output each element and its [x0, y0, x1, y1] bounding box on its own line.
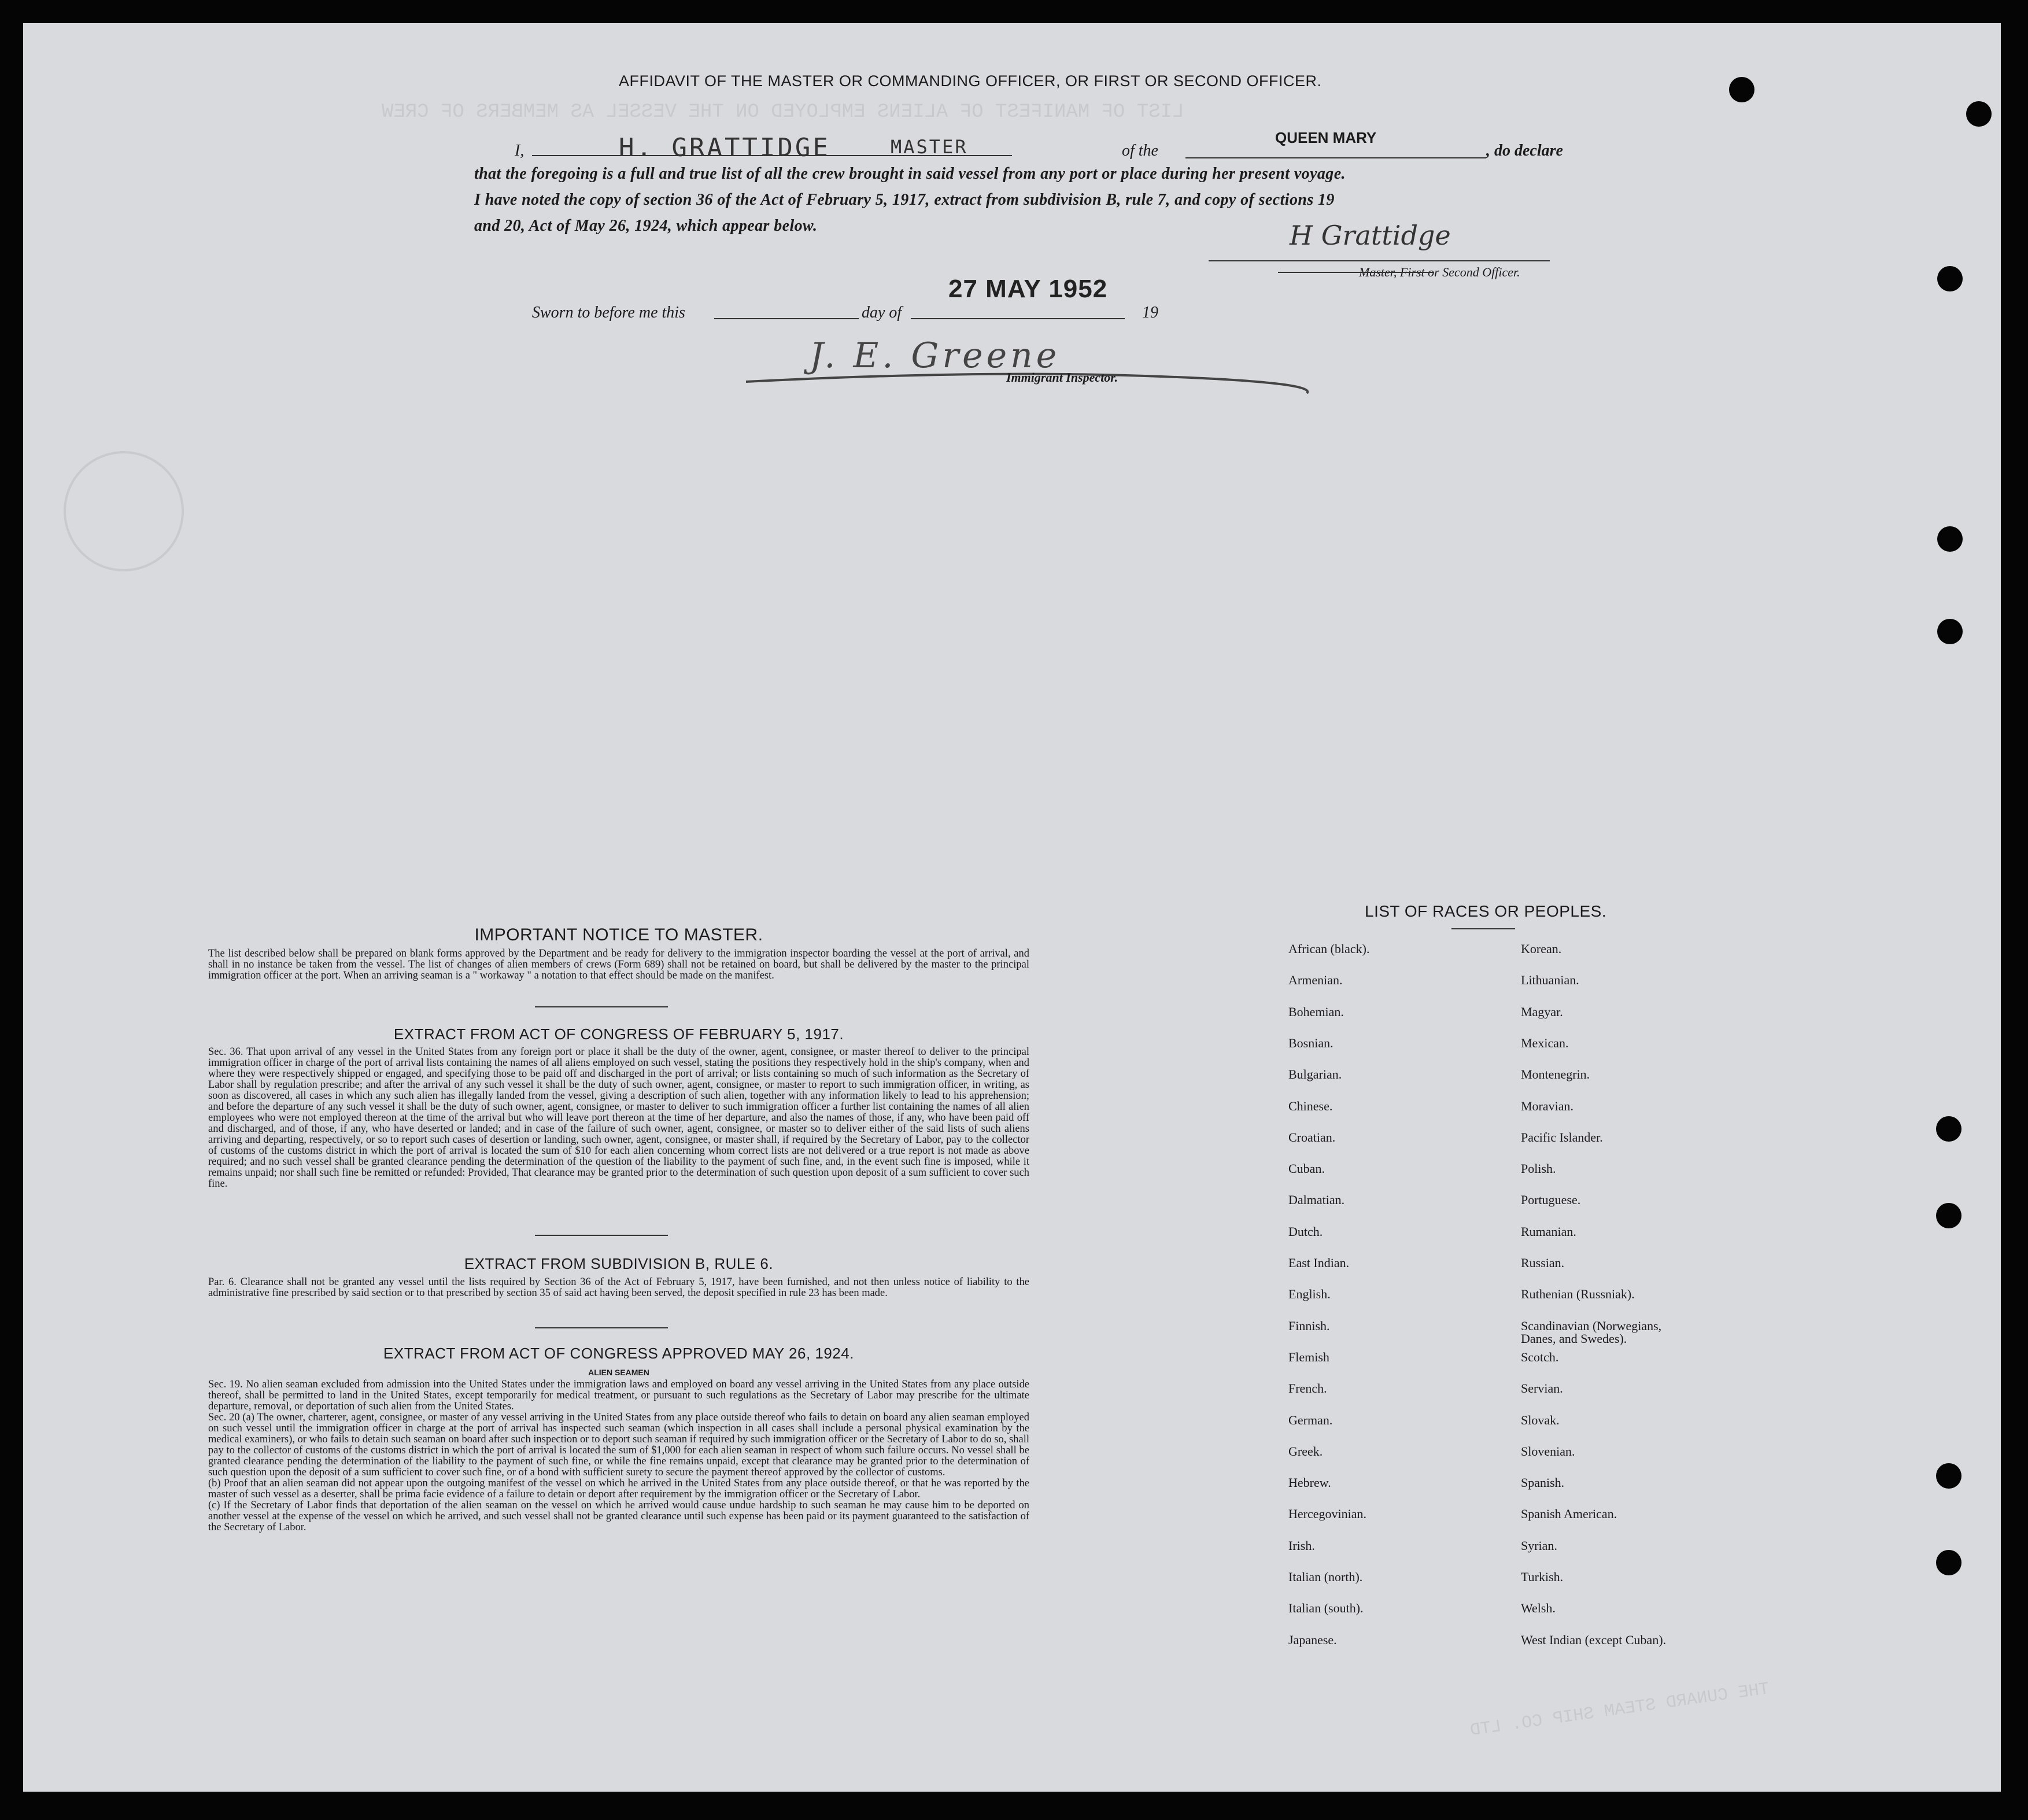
race-item: Italian (south). — [1288, 1601, 1364, 1616]
race-item: Hercegovinian. — [1288, 1507, 1366, 1522]
extract-1924-subtitle: ALIEN SEAMEN — [588, 1368, 649, 1377]
master-rank: MASTER — [891, 136, 968, 158]
race-item: Italian (north). — [1288, 1570, 1363, 1584]
race-item: Japanese. — [1288, 1632, 1337, 1647]
race-item: West Indian (except Cuban). — [1521, 1632, 1667, 1647]
extract-1917-title: EXTRACT FROM ACT OF CONGRESS OF FEBRUARY 5, 1917. — [393, 1025, 844, 1043]
race-item: English. — [1288, 1287, 1331, 1302]
race-item: Magyar. — [1521, 1004, 1563, 1019]
race-item: Pacific Islander. — [1521, 1129, 1603, 1145]
race-item: Bosnian. — [1288, 1035, 1333, 1050]
day-of-label: day of — [862, 304, 902, 322]
extract-1924-sec19: Sec. 19. No alien seaman excluded from admission into the United States under the immigration laws and employed on board any vessel arriving in the United States from any place outside thereof, shall be permitted to land in the United States, except temporarily for medical treatment, or pursuant to such regulations as the Secretary of Labor may prescribe for the ultimate departure, removal, or deportation of such alien from the United States. — [208, 1379, 1029, 1412]
race-item: Armenian. — [1288, 973, 1343, 988]
race-item: German. — [1288, 1412, 1333, 1427]
extract-1924-title: EXTRACT FROM ACT OF CONGRESS APPROVED MAY 26, 1924. — [383, 1345, 854, 1362]
race-item: Dalmatian. — [1288, 1193, 1345, 1208]
extract-1917-body — [208, 1047, 1029, 1190]
affidavit-body-line2: I have noted the copy of section 36 of the Act of February 5, 1917, extract from subdivision B, rule 7, and copy of sections 19 — [474, 191, 1335, 209]
extract-1924-sec20c: (c) If the Secretary of Labor finds that deportation of the alien seaman on the vessel on which he arrived would cause undue hardship to such seaman he may cause him to be deported on another vessel at the expense of the vessel on which he arrived, and such vessel shall not be granted clearance until such expense has been paid or its payment guaranteed to the satisfaction of the Secretary of Labor. — [208, 1500, 1029, 1533]
race-item: Dutch. — [1288, 1224, 1323, 1239]
race-item: Rumanian. — [1521, 1224, 1576, 1239]
race-item: French. — [1288, 1381, 1327, 1396]
race-item: Welsh. — [1521, 1601, 1556, 1616]
affidavit-title: AFFIDAVIT OF THE MASTER OR COMMANDING OFFICER, OR FIRST OR SECOND OFFICER. — [619, 72, 1322, 90]
rule6-divider — [535, 1327, 668, 1328]
vessel-name: QUEEN MARY — [1275, 129, 1377, 146]
rule6-title: EXTRACT FROM SUBDIVISION B, RULE 6. — [464, 1255, 774, 1272]
notice-body — [208, 948, 1029, 981]
affidavit-body-line3: and 20, Act of May 26, 1924, which appear below. — [474, 217, 818, 235]
rule6-text: Par. 6. Clearance shall not be granted any vessel until the lists required by Section 36 of the Act of February 5, 1917, have been furnished, and not then unless notice of liability to the administrative fine prescribed by said section or to that prescribed by section 35 of said act having been served, the deposit specified in rule 23 has been made. — [208, 1276, 1029, 1299]
race-item: Finnish. — [1288, 1318, 1330, 1333]
race-item: Bohemian. — [1288, 1004, 1344, 1019]
binder-hole — [1937, 619, 1963, 644]
document-sheet — [23, 23, 2001, 1792]
race-item: Russian. — [1521, 1256, 1565, 1270]
binder-hole — [1937, 266, 1963, 291]
affidavit-body-line1: that the foregoing is a full and true list of all the crew brought in said vessel from any port or place during her present voyage. — [474, 165, 1346, 183]
race-item: Slovenian. — [1521, 1444, 1575, 1459]
signature-line — [1209, 260, 1550, 261]
race-item: Mexican. — [1521, 1035, 1569, 1050]
races-title: LIST OF RACES OR PEOPLES. — [1365, 902, 1607, 920]
binder-hole — [1937, 526, 1963, 552]
race-item: Moravian. — [1521, 1098, 1574, 1113]
race-item: Ruthenian (Russniak). — [1521, 1287, 1635, 1302]
race-item: Spanish. — [1521, 1475, 1565, 1490]
binder-hole — [1936, 1550, 1961, 1575]
binder-hole — [1729, 77, 1754, 102]
race-item: Syrian. — [1521, 1538, 1557, 1553]
do-declare-label: , do declare — [1486, 142, 1563, 160]
bleed-through-text: LIST OF MANIFEST OF ALIENS EMPLOYED ON THE VESSEL AS MEMBERS OF CREW — [382, 101, 1184, 123]
binder-hole — [1936, 1203, 1961, 1228]
sworn-day-line — [714, 318, 859, 319]
sworn-prefix: Sworn to before me this — [532, 304, 685, 322]
notice-divider — [535, 1006, 668, 1007]
extract-1924-body — [208, 1379, 1029, 1533]
race-item: Korean. — [1521, 942, 1562, 956]
strike-line — [1278, 272, 1434, 273]
master-signature: H Grattidge — [1290, 220, 1451, 251]
race-item: Hebrew. — [1288, 1475, 1331, 1490]
race-item: Scotch. — [1521, 1349, 1559, 1364]
race-item: Servian. — [1521, 1381, 1563, 1396]
race-item: Slovak. — [1521, 1412, 1560, 1427]
vessel-line — [1185, 157, 1486, 158]
race-item: Polish. — [1521, 1161, 1556, 1176]
race-item: Croatian. — [1288, 1129, 1336, 1145]
signer-role-label: Master, First or Second Officer. — [1359, 265, 1520, 279]
race-item: Bulgarian. — [1288, 1067, 1342, 1082]
race-item: Scandinavian (Norwegians, Danes, and Swedes). — [1521, 1318, 1662, 1346]
notice-title: IMPORTANT NOTICE TO MASTER. — [474, 925, 763, 944]
bleed-through-stamp: THE CUNARD STEAM SHIP CO. LTD — [1469, 1679, 1771, 1741]
race-item: African (black). — [1288, 942, 1370, 956]
extract-1917-divider — [535, 1235, 668, 1236]
date-stamp: 27 MAY 1952 — [948, 275, 1108, 303]
extract-1917-text: Sec. 36. That upon arrival of any vessel in the United States from any foreign port or place it shall be the duty of the owner, agent, consignee, or master thereof to deliver to the principal immigration officer in charge of the port of arrival lists containing the names of all aliens employed on such vessel, stating the positions they respectively hold in the ship's company, when and where they were respectively shipped or engaged, and specifying those to be paid off and discharged in the port of arrival; or lists containing so much of such information as the Secretary of Labor shall by regulation prescribe; and after the arrival of any such vessel it shall be the duty of such owner, agent, consignee, or master to report to such immigration officer, in writing, as soon as discovered, all cases in which any such alien has illegally landed from the vessel, giving a description of such alien, together with any information likely to lead to his apprehension; and before the departure of any such vessel it shall be the duty of such owner, agent, consignee, or master to deliver to such immigration officer a further list containing the names of all alien employees who were not employed thereon at the time of the arrival but who will leave port thereon at the time of her departure, and also the names of those, if any, who have been paid off and discharged, and of those, if any, who have deserted or landed; and in case of the failure of such owner, agent, consignee, or master so to deliver either of the said lists of such aliens arriving and departing, respectively, or so to report such cases of desertion or landing, such owner, agent, consignee, or master shall, if required by the Secretary of Labor, pay to the collector of customs of the customs district in which the port of arrival is located the sum of $10 for each alien concerning whom correct lists are not delivered or a true report is not made as above required; and no such vessel shall be granted clearance pending the determination of the question of the liability to the payment of such fine, and, in the event such fine is imposed, while it remains unpaid; nor shall such fine be remitted or refunded: Provided, That clearance may be granted prior to the determination of such question upon deposit of a sum sufficient to cover such fine. — [208, 1046, 1029, 1190]
extract-1924-sec20b: (b) Proof that an alien seaman did not appear upon the outgoing manifest of the vessel on which he arrived in the United States from any place outside thereof, or that he was reported by the master of such vessel as a deserter, shall be prima facie evidence of a failure to detain or deport after requirement by the immigration officer or the Secretary of Labor. — [208, 1478, 1029, 1500]
binder-hole — [1936, 1116, 1961, 1142]
race-item: Cuban. — [1288, 1161, 1325, 1176]
affidavit-intro: I, — [515, 142, 524, 160]
notice-text: The list described below shall be prepared on blank forms approved by the Department and be ready for delivery to the immigration inspector boarding the vessel at the port of arrival, and shall in no instance be taken from the vessel. The list of changes of alien members of crews (Form 689) shall not be retained on board, but shall be delivered by the master to the principal immigration officer at the port. When an arriving seaman is a " workaway " a notation to that effect should be made on the manifest. — [208, 948, 1029, 981]
inspector-label: Immigrant Inspector. — [1006, 370, 1118, 385]
master-name: H. GRATTIDGE — [619, 133, 830, 163]
race-item: Flemish — [1288, 1349, 1329, 1364]
race-item: Portuguese. — [1521, 1193, 1581, 1208]
binder-hole — [1966, 101, 1992, 127]
extract-1924-sec20a: Sec. 20 (a) The owner, charterer, agent, consignee, or master of any vessel arriving in the United States from any place outside thereof who fails to detain on board any alien seaman employed on such vessel until the immigration officer in charge at the port of arrival has inspected such seaman (which inspection in all cases shall include a personal physical examination by the medical examiners), or who fails to detain such seaman on board after such inspection or to deport such seaman if required by such immigration officer or the Secretary of Labor to do so, shall pay to the collector of customs of the customs district in which the port of arrival is located the sum of $1,000 for each alien seaman in respect of whom such failure occurs. No vessel shall be granted clearance pending the determination of the liability to the payment of such fine, or while the fine remains unpaid, except that clearance may be granted prior to the determination of such question upon the deposit of a sum sufficient to cover such fine, or of a bond with sufficient surety to secure the payment thereof approved by the collector of customs. — [208, 1412, 1029, 1478]
binder-hole — [1936, 1463, 1961, 1489]
race-item: Spanish American. — [1521, 1507, 1617, 1522]
race-item: Montenegrin. — [1521, 1067, 1590, 1082]
rule6-body — [208, 1277, 1029, 1299]
races-divider — [1451, 928, 1515, 929]
race-item: Greek. — [1288, 1444, 1323, 1459]
race-item: Chinese. — [1288, 1098, 1333, 1113]
race-item: Irish. — [1288, 1538, 1315, 1553]
race-item: East Indian. — [1288, 1256, 1350, 1270]
faint-seal-stamp — [64, 451, 184, 571]
sworn-month-line — [911, 318, 1125, 319]
year-suffix: 19 — [1142, 304, 1158, 322]
race-item: Lithuanian. — [1521, 973, 1579, 988]
of-the-label: of the — [1122, 142, 1158, 160]
inspector-signature: J. E. Greene — [810, 335, 1061, 376]
race-item: Turkish. — [1521, 1570, 1564, 1584]
